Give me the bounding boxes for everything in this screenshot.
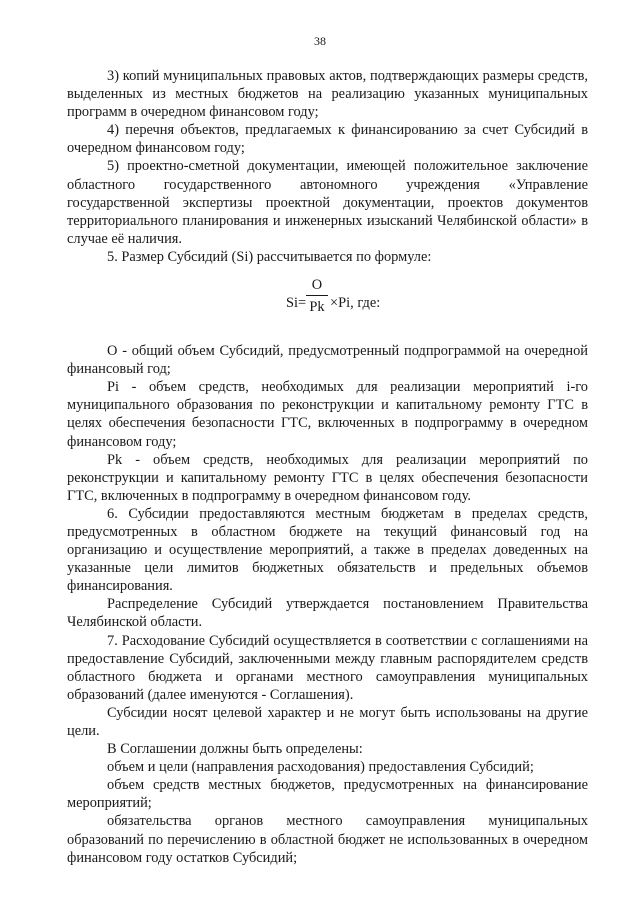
paragraph-item-4: 4) перечня объектов, предлагаемых к финансированию за счет Субсидий в очередном финансовом году;	[67, 122, 588, 157]
paragraph-section-7: 7. Расходование Субсидий осуществляется в соответствии с соглашениями на предоставление Субсидий, заключенными между главным распорядителем средств областного бюджета и органами местного самоуправления муниципальных образований (далее именуются - Соглашения).	[67, 632, 588, 703]
paragraph-agreement-item-2: объем средств местных бюджетов, предусмотренных на финансирование мероприятий;	[67, 777, 588, 812]
paragraph-agreement-item-3: обязательства органов местного самоуправления муниципальных образований по перечислению в областной бюджет не использованных в очередном финансовом году остатков Субсидий;	[67, 813, 588, 866]
paragraph-section-6: 6. Субсидии предоставляются местным бюджетам в пределах средств, предусмотренных в областном бюджете на текущий финансовый год на организацию и осуществление мероприятий, а также в пределах доведенных на указанные цели лимитов бюджетных обязательств и предельных объемов финансирования.	[67, 505, 588, 595]
paragraph-agreement-intro: В Соглашении должны быть определены:	[107, 741, 363, 758]
document-body	[67, 67, 588, 867]
paragraph-item-3: 3) копий муниципальных правовых актов, подтверждающих размеры средств, выделенных из местных бюджетов на реализацию указанных муниципальных программ в очередном финансовом году;	[67, 68, 588, 121]
definition-o: О - общий объем Субсидий, предусмотренный подпрограммой на очередной финансовый год;	[67, 343, 588, 378]
definition-pk: Pk - объем средств, необходимых для реализации мероприятий по реконструкции и капитальному ремонту ГТС в целях обеспечения безопасности ГТС, включенных в подпрограмму в очередном финансовом году.	[67, 451, 588, 504]
definition-pi: Pi - объем средств, необходимых для реализации мероприятий i-го муниципального образования по реконструкции и капитальному ремонту ГТС в целях обеспечения безопасности ГТС, включенных в подпрограмму в очередном финансовом году;	[67, 379, 588, 450]
formula-numerator: O	[311, 277, 323, 294]
formula-equals: =	[298, 295, 307, 312]
fraction-bar	[306, 295, 328, 296]
paragraph-distribution: Распределение Субсидий утверждается постановлением Правительства Челябинской области.	[67, 596, 588, 631]
formula-fraction	[306, 276, 328, 316]
paragraph-agreement-item-1: объем и цели (направления расходования) предоставления Субсидий;	[107, 759, 534, 776]
paragraph-targeted-use: Субсидии носят целевой характер и не могут быть использованы на другие цели.	[67, 704, 588, 739]
formula-denominator: Pk	[309, 299, 325, 316]
paragraph-section-5: 5. Размер Субсидий (Si) рассчитывается по формуле:	[107, 248, 432, 265]
page-number: 38	[314, 34, 326, 48]
paragraph-item-5: 5) проектно-сметной документации, имеющей положительное заключение областного государственного автономного учреждения «Управление государственной экспертизы проектной документации, проектов документов территориального планирования и инженерных изысканий Челябинской области» в случае её наличия.	[67, 158, 588, 247]
formula-tail: ×Pi, где:	[330, 295, 381, 312]
subsidy-formula	[67, 266, 588, 342]
formula-lhs	[286, 294, 306, 312]
formula-lhs-symbol: Si	[286, 295, 299, 312]
